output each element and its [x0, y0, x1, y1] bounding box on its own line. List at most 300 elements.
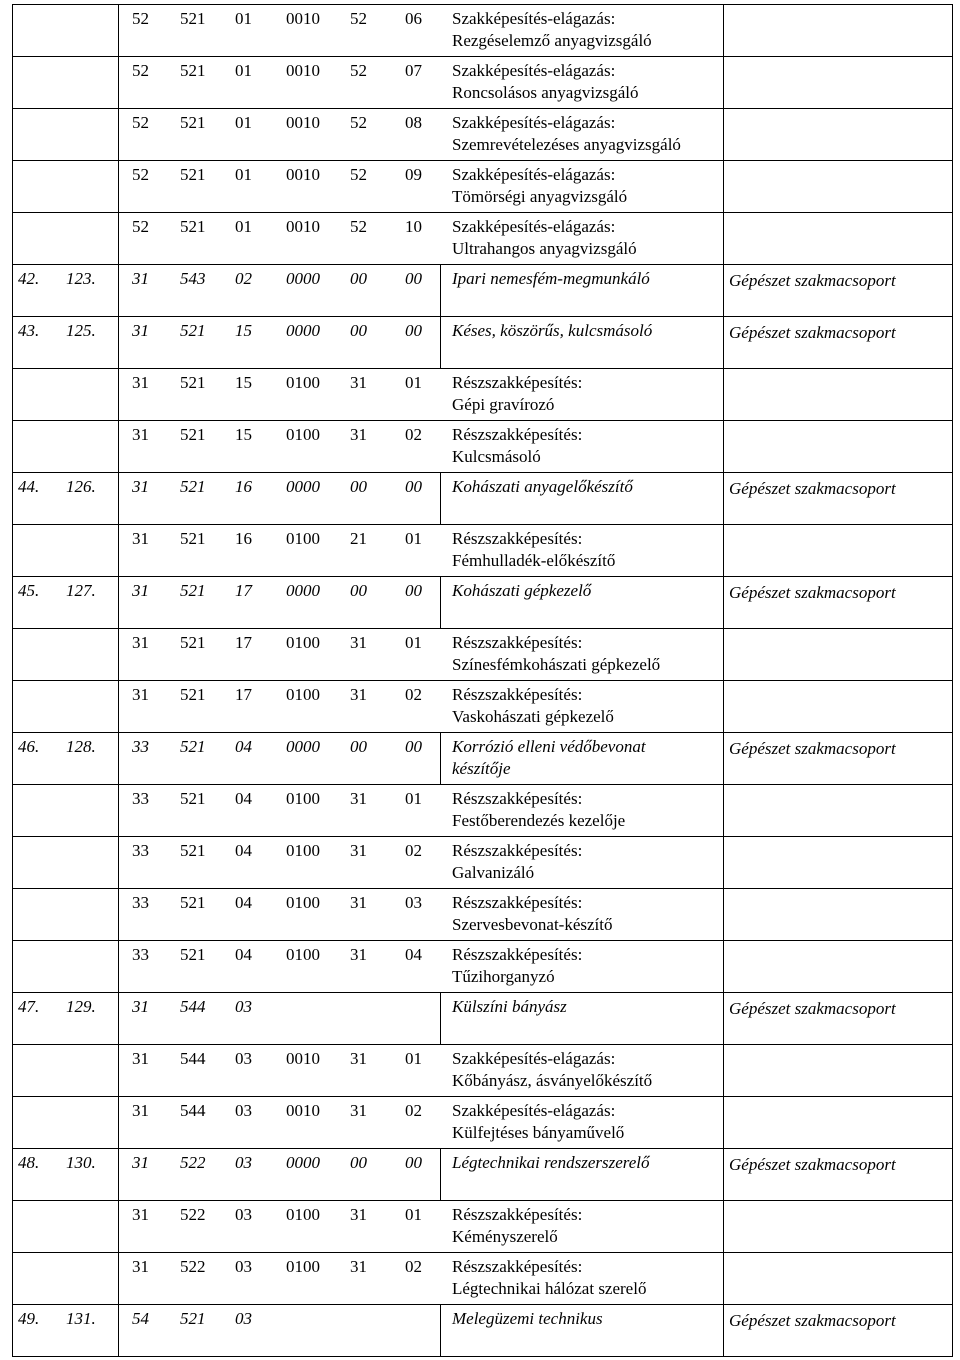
code-part: 15	[235, 373, 252, 392]
code-part: 31	[132, 529, 149, 548]
group-column-border	[723, 524, 724, 576]
code-part: 31	[350, 685, 367, 704]
row-top-border	[12, 316, 953, 317]
sub-qualification-row	[0, 420, 960, 472]
qualification-row	[0, 992, 960, 1044]
list-number: 128.	[66, 737, 96, 756]
sub-qualification-row	[0, 368, 960, 420]
code-part: 31	[132, 633, 149, 652]
left-border	[12, 160, 13, 212]
code-part: 31	[350, 1205, 367, 1224]
left-border	[12, 836, 13, 888]
group-column-border	[723, 836, 724, 888]
right-border	[952, 1304, 953, 1356]
qualification-name: Rezgéselemző anyagvizsgáló	[452, 31, 652, 50]
code-part: 31	[350, 633, 367, 652]
code-part: 521	[180, 9, 206, 28]
qualification-type: Részszakképesítés:	[452, 425, 583, 444]
qualification-name: Tűzihorganyzó	[452, 967, 555, 986]
code-part: 0100	[286, 425, 320, 444]
code-part: 33	[132, 841, 149, 860]
row-top-border	[12, 1044, 953, 1045]
code-part: 00	[350, 477, 367, 496]
code-part: 00	[405, 321, 422, 340]
code-part: 03	[405, 893, 422, 912]
code-part: 0100	[286, 1257, 320, 1276]
code-part: 521	[180, 165, 206, 184]
code-part: 16	[235, 529, 252, 548]
code-part: 52	[350, 217, 367, 236]
left-border	[12, 264, 13, 316]
qualification-name-cont: készítője	[452, 759, 511, 778]
qualification-name: Ultrahangos anyagvizsgáló	[452, 239, 637, 258]
group-column-border	[723, 940, 724, 992]
code-part: 01	[235, 217, 252, 236]
code-part: 03	[235, 1101, 252, 1120]
left-border	[12, 368, 13, 420]
qualification-name: Légtechnikai rendszerszerelő	[452, 1153, 650, 1172]
qualification-type: Részszakképesítés:	[452, 1205, 583, 1224]
code-part: 15	[235, 321, 252, 340]
row-top-border	[12, 1200, 953, 1201]
code-part: 02	[235, 269, 252, 288]
code-part: 521	[180, 321, 206, 340]
code-part: 52	[132, 165, 149, 184]
qualification-name: Szemrevételezéses anyagvizsgáló	[452, 135, 681, 154]
qualification-row	[0, 264, 960, 316]
qualification-name: Ipari nemesfém-megmunkáló	[452, 269, 650, 288]
code-part: 03	[235, 1153, 252, 1172]
row-number: 43.	[18, 321, 40, 340]
code-part: 01	[405, 789, 422, 808]
right-border	[952, 784, 953, 836]
qualification-row	[0, 732, 960, 784]
right-border	[952, 108, 953, 160]
right-border	[952, 836, 953, 888]
list-number: 126.	[66, 477, 96, 496]
sub-qualification-row	[0, 836, 960, 888]
code-part: 31	[350, 789, 367, 808]
row-top-border	[12, 836, 953, 837]
code-part: 15	[235, 425, 252, 444]
row-top-border	[12, 992, 953, 993]
group-column-border	[723, 628, 724, 680]
code-part: 0000	[286, 737, 320, 756]
code-part: 521	[180, 789, 206, 808]
qualification-name: Kulcsmásoló	[452, 447, 541, 466]
code-part: 521	[180, 685, 206, 704]
code-part: 521	[180, 529, 206, 548]
right-border	[952, 992, 953, 1044]
sector-group: Gépészet szakmacsoport	[729, 479, 896, 498]
sub-qualification-row	[0, 524, 960, 576]
number-column-border	[118, 732, 119, 784]
sub-qualification-row	[0, 940, 960, 992]
code-part: 31	[132, 373, 149, 392]
sub-qualification-row	[0, 56, 960, 108]
left-border	[12, 628, 13, 680]
code-part: 543	[180, 269, 206, 288]
list-number: 129.	[66, 997, 96, 1016]
qualification-type: Részszakképesítés:	[452, 789, 583, 808]
code-part: 21	[350, 529, 367, 548]
code-part: 52	[132, 61, 149, 80]
code-part: 31	[350, 841, 367, 860]
code-part: 01	[235, 165, 252, 184]
code-part: 33	[132, 737, 149, 756]
code-part: 521	[180, 841, 206, 860]
code-part: 03	[235, 1049, 252, 1068]
code-part: 03	[235, 1205, 252, 1224]
code-part: 544	[180, 997, 206, 1016]
qualification-name: Galvanizáló	[452, 863, 535, 882]
number-column-border	[118, 368, 119, 420]
group-column-border	[723, 264, 724, 316]
number-column-border	[118, 836, 119, 888]
number-column-border	[118, 4, 119, 56]
code-part: 02	[405, 841, 422, 860]
sub-qualification-row	[0, 4, 960, 56]
code-part: 31	[132, 425, 149, 444]
code-part: 31	[132, 1049, 149, 1068]
code-part: 0010	[286, 9, 320, 28]
left-border	[12, 524, 13, 576]
code-part: 00	[405, 1153, 422, 1172]
qualification-name: Külszíni bányász	[452, 997, 567, 1016]
number-column-border	[118, 56, 119, 108]
right-border	[952, 316, 953, 368]
left-border	[12, 576, 13, 628]
number-column-border	[118, 316, 119, 368]
right-border	[952, 160, 953, 212]
list-number: 123.	[66, 269, 96, 288]
code-part: 00	[350, 321, 367, 340]
code-part: 33	[132, 945, 149, 964]
code-part: 00	[350, 737, 367, 756]
code-part: 521	[180, 477, 206, 496]
left-border	[12, 1148, 13, 1200]
code-part: 01	[405, 529, 422, 548]
sector-group: Gépészet szakmacsoport	[729, 739, 896, 758]
right-border	[952, 576, 953, 628]
left-border	[12, 1252, 13, 1304]
qualification-type: Részszakképesítés:	[452, 373, 583, 392]
code-part: 31	[132, 1101, 149, 1120]
row-number: 46.	[18, 737, 40, 756]
qualification-row	[0, 1148, 960, 1200]
code-part: 52	[350, 165, 367, 184]
left-border	[12, 108, 13, 160]
group-column-border	[723, 888, 724, 940]
sector-group: Gépészet szakmacsoport	[729, 583, 896, 602]
sub-qualification-row	[0, 108, 960, 160]
number-column-border	[118, 160, 119, 212]
left-border	[12, 420, 13, 472]
row-top-border	[12, 680, 953, 681]
qualification-name: Melegüzemi technikus	[452, 1309, 603, 1328]
qualification-name: Szervesbevonat-készítő	[452, 915, 613, 934]
row-top-border	[12, 1304, 953, 1305]
row-top-border	[12, 368, 953, 369]
left-border	[12, 992, 13, 1044]
table-bottom-border	[12, 1356, 953, 1357]
qualification-name: Vaskohászati gépkezelő	[452, 707, 614, 726]
group-column-border	[723, 732, 724, 784]
sub-qualification-row	[0, 1044, 960, 1096]
sub-qualification-row	[0, 1200, 960, 1252]
row-top-border	[12, 472, 953, 473]
row-top-border	[12, 628, 953, 629]
right-border	[952, 472, 953, 524]
code-part: 521	[180, 113, 206, 132]
code-part: 54	[132, 1309, 149, 1328]
code-part: 31	[132, 1205, 149, 1224]
code-part: 04	[405, 945, 422, 964]
row-top-border	[12, 732, 953, 733]
code-part: 01	[405, 1205, 422, 1224]
code-part: 0000	[286, 321, 320, 340]
left-border	[12, 472, 13, 524]
qualification-name: Külfejtéses bányaművelő	[452, 1123, 625, 1142]
code-part: 31	[132, 269, 149, 288]
group-column-border	[723, 316, 724, 368]
code-part: 02	[405, 1101, 422, 1120]
code-part: 0010	[286, 165, 320, 184]
code-part: 17	[235, 581, 252, 600]
number-column-border	[118, 212, 119, 264]
row-top-border	[12, 420, 953, 421]
qualification-name: Légtechnikai hálózat szerelő	[452, 1279, 647, 1298]
code-part: 0100	[286, 893, 320, 912]
code-part: 544	[180, 1049, 206, 1068]
code-part: 17	[235, 633, 252, 652]
group-column-border	[723, 1096, 724, 1148]
qualification-name: Kohászati gépkezelő	[452, 581, 592, 600]
sub-qualification-row	[0, 784, 960, 836]
number-column-border	[118, 524, 119, 576]
code-part: 521	[180, 945, 206, 964]
qualification-type: Részszakképesítés:	[452, 1257, 583, 1276]
code-part: 52	[350, 113, 367, 132]
code-part: 01	[405, 1049, 422, 1068]
sector-group: Gépészet szakmacsoport	[729, 323, 896, 342]
qualification-type: Részszakképesítés:	[452, 893, 583, 912]
group-column-border	[723, 1044, 724, 1096]
code-part: 03	[235, 1309, 252, 1328]
row-top-border	[12, 1096, 953, 1097]
group-column-border	[723, 108, 724, 160]
code-part: 02	[405, 1257, 422, 1276]
code-part: 06	[405, 9, 422, 28]
right-border	[952, 56, 953, 108]
code-part: 09	[405, 165, 422, 184]
code-column-border	[440, 1304, 441, 1356]
group-column-border	[723, 368, 724, 420]
group-column-border	[723, 472, 724, 524]
group-column-border	[723, 784, 724, 836]
number-column-border	[118, 420, 119, 472]
row-number: 49.	[18, 1309, 40, 1328]
row-number: 47.	[18, 997, 40, 1016]
right-border	[952, 264, 953, 316]
code-part: 03	[235, 1257, 252, 1276]
code-part: 521	[180, 217, 206, 236]
group-column-border	[723, 680, 724, 732]
number-column-border	[118, 108, 119, 160]
qualification-type: Szakképesítés-elágazás:	[452, 113, 616, 132]
sector-group: Gépészet szakmacsoport	[729, 1155, 896, 1174]
code-part: 0000	[286, 477, 320, 496]
code-column-border	[440, 732, 441, 784]
qualification-row	[0, 472, 960, 524]
code-part: 33	[132, 789, 149, 808]
number-column-border	[118, 472, 119, 524]
code-column-border	[440, 472, 441, 524]
code-part: 0010	[286, 113, 320, 132]
code-part: 0100	[286, 789, 320, 808]
qualification-name: Késes, köszörűs, kulcsmásoló	[452, 321, 653, 340]
code-part: 0100	[286, 1205, 320, 1224]
qualification-name: Tömörségi anyagvizsgáló	[452, 187, 628, 206]
left-border	[12, 56, 13, 108]
qualification-name: Festőberendezés kezelője	[452, 811, 626, 830]
code-part: 33	[132, 893, 149, 912]
code-part: 52	[350, 9, 367, 28]
code-part: 31	[132, 477, 149, 496]
row-top-border	[12, 1252, 953, 1253]
qualification-type: Szakképesítés-elágazás:	[452, 61, 616, 80]
code-part: 16	[235, 477, 252, 496]
code-part: 00	[350, 581, 367, 600]
number-column-border	[118, 1044, 119, 1096]
qualification-type: Szakképesítés-elágazás:	[452, 217, 616, 236]
number-column-border	[118, 1304, 119, 1356]
code-part: 00	[405, 269, 422, 288]
list-number: 127.	[66, 581, 96, 600]
number-column-border	[118, 628, 119, 680]
qualification-name: Roncsolásos anyagvizsgáló	[452, 83, 639, 102]
left-border	[12, 732, 13, 784]
number-column-border	[118, 576, 119, 628]
code-part: 01	[235, 113, 252, 132]
qualification-row	[0, 1304, 960, 1356]
row-top-border	[12, 160, 953, 161]
code-part: 31	[350, 1101, 367, 1120]
number-column-border	[118, 264, 119, 316]
code-part: 31	[350, 373, 367, 392]
group-column-border	[723, 992, 724, 1044]
right-border	[952, 1148, 953, 1200]
code-column-border	[440, 316, 441, 368]
code-part: 544	[180, 1101, 206, 1120]
code-part: 07	[405, 61, 422, 80]
code-part: 522	[180, 1205, 206, 1224]
code-part: 0010	[286, 217, 320, 236]
number-column-border	[118, 1096, 119, 1148]
code-part: 31	[350, 893, 367, 912]
number-column-border	[118, 992, 119, 1044]
code-part: 31	[132, 685, 149, 704]
group-column-border	[723, 4, 724, 56]
number-column-border	[118, 1200, 119, 1252]
row-top-border	[12, 940, 953, 941]
code-part: 0100	[286, 945, 320, 964]
sub-qualification-row	[0, 160, 960, 212]
code-part: 0100	[286, 633, 320, 652]
left-border	[12, 1304, 13, 1356]
code-part: 0000	[286, 269, 320, 288]
right-border	[952, 940, 953, 992]
code-part: 52	[132, 9, 149, 28]
code-part: 0100	[286, 529, 320, 548]
right-border	[952, 420, 953, 472]
code-part: 31	[350, 1257, 367, 1276]
sub-qualification-row	[0, 628, 960, 680]
row-top-border	[12, 108, 953, 109]
qualification-type: Szakképesítés-elágazás:	[452, 1101, 616, 1120]
sub-qualification-row	[0, 1252, 960, 1304]
left-border	[12, 680, 13, 732]
left-border	[12, 1044, 13, 1096]
left-border	[12, 784, 13, 836]
row-top-border	[12, 4, 953, 5]
sub-qualification-row	[0, 680, 960, 732]
sub-qualification-row	[0, 1096, 960, 1148]
qualification-name: Színesfémkohászati gépkezelő	[452, 655, 661, 674]
qualification-type: Részszakképesítés:	[452, 945, 583, 964]
code-column-border	[440, 264, 441, 316]
code-part: 00	[405, 737, 422, 756]
code-part: 0100	[286, 373, 320, 392]
right-border	[952, 888, 953, 940]
list-number: 130.	[66, 1153, 96, 1172]
row-top-border	[12, 1148, 953, 1149]
code-part: 52	[132, 113, 149, 132]
group-column-border	[723, 1252, 724, 1304]
code-part: 31	[132, 321, 149, 340]
qualification-type: Szakképesítés-elágazás:	[452, 9, 616, 28]
number-column-border	[118, 1252, 119, 1304]
left-border	[12, 888, 13, 940]
code-part: 31	[132, 581, 149, 600]
qualification-row	[0, 576, 960, 628]
code-part: 0010	[286, 61, 320, 80]
code-part: 521	[180, 61, 206, 80]
code-part: 521	[180, 373, 206, 392]
code-part: 52	[350, 61, 367, 80]
right-border	[952, 680, 953, 732]
sub-qualification-row	[0, 888, 960, 940]
code-column-border	[440, 576, 441, 628]
row-number: 42.	[18, 269, 40, 288]
code-part: 31	[132, 1153, 149, 1172]
row-top-border	[12, 264, 953, 265]
code-part: 00	[405, 477, 422, 496]
sector-group: Gépészet szakmacsoport	[729, 1311, 896, 1330]
code-part: 31	[132, 997, 149, 1016]
code-part: 52	[132, 217, 149, 236]
qualification-type: Részszakképesítés:	[452, 685, 583, 704]
left-border	[12, 4, 13, 56]
code-part: 04	[235, 893, 252, 912]
code-part: 10	[405, 217, 422, 236]
group-column-border	[723, 160, 724, 212]
right-border	[952, 4, 953, 56]
code-part: 521	[180, 633, 206, 652]
number-column-border	[118, 680, 119, 732]
code-part: 0000	[286, 581, 320, 600]
code-part: 0010	[286, 1049, 320, 1068]
